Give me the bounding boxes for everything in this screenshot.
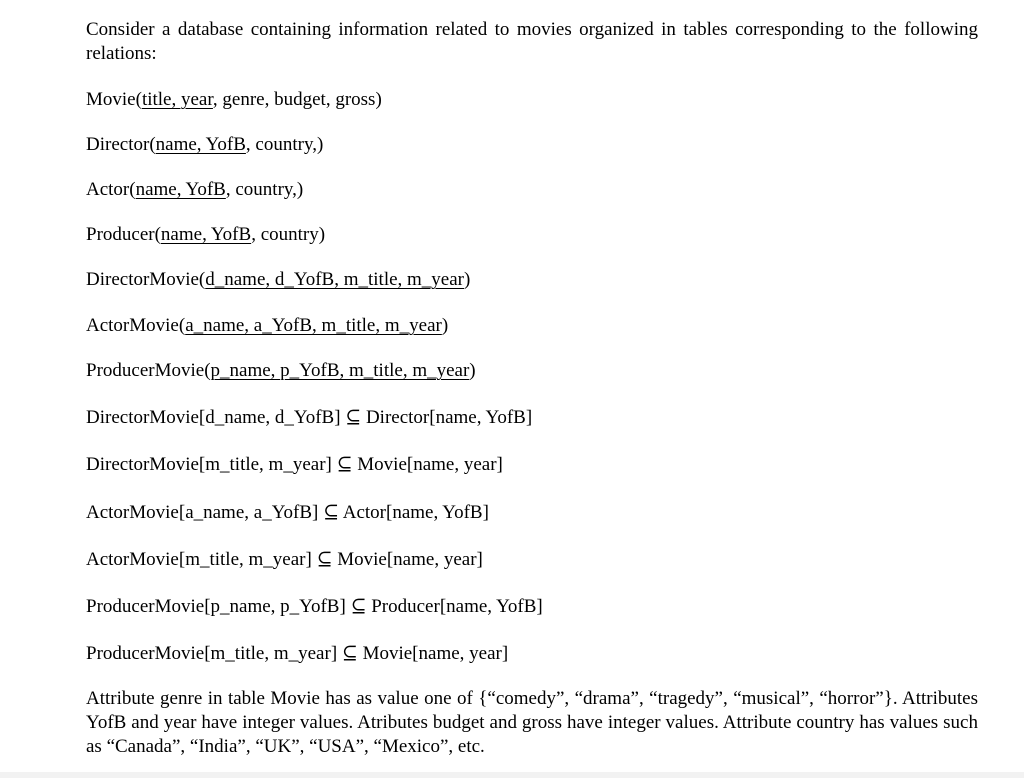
relation-name: ActorMovie [86, 315, 179, 336]
relation-open-paren: ( [129, 179, 136, 200]
relation-name: Movie [86, 89, 136, 110]
relation-keys: a_name, a_YofB, m_title, m_year [185, 315, 442, 336]
constraint-line [86, 595, 543, 619]
relation-close-paren: ) [441, 315, 449, 336]
subset-symbol: ⊆ [341, 643, 358, 664]
subset-symbol: ⊆ [336, 454, 353, 475]
constraint-rhs: Producer[name, YofB] [371, 596, 543, 617]
relation-keys: d_name, d_YofB, m_title, m_year [205, 269, 464, 290]
relation-keys: title, year [141, 89, 213, 110]
constraint-line [86, 642, 508, 666]
closing-paragraph: Attribute genre in table Movie has as value one of {“comedy”, “drama”, “tragedy”, “musical”, “horror”}. Attributes YofB and year have integer values. Atributes budget and gross have integer values. Attribute country has values such as “Canada”, “India”, “UK”, “USA”, “Mexico”, etc. [86, 688, 978, 757]
constraint-rhs: Movie[name, year] [357, 454, 503, 475]
constraint-rhs: Director[name, YofB] [365, 407, 533, 428]
relation-rest: , genre, budget, gross) [212, 89, 382, 110]
subset-symbol: ⊆ [350, 596, 367, 617]
constraint-rhs: Actor[name, YofB] [342, 502, 489, 523]
relation-movie [86, 88, 382, 112]
relation-keys: name, YofB [160, 224, 252, 245]
intro-paragraph: Consider a database containing information related to movies organized in tables corresponding to the following relations: [86, 19, 978, 64]
constraint-rhs: Movie[name, year] [362, 643, 509, 664]
relation-keys: name, YofB [155, 134, 246, 155]
relation-open-paren: ( [135, 89, 142, 110]
relation-name: Director [86, 134, 150, 155]
relation-open-paren: ( [204, 360, 211, 381]
page-bottom-edge [0, 772, 1024, 778]
subset-symbol: ⊆ [323, 502, 340, 523]
relation-producer [86, 223, 325, 247]
subset-symbol: ⊆ [316, 549, 333, 570]
relation-name: DirectorMovie [86, 269, 199, 290]
relation-actor-movie [86, 314, 448, 338]
relation-open-paren: ( [198, 269, 206, 290]
relation-rest: , country,) [225, 179, 304, 200]
relation-keys: p_name, p_YofB, m_title, m_year [210, 360, 470, 381]
relation-rest: , country,) [245, 134, 324, 155]
constraint-line [86, 501, 489, 525]
subset-symbol: ⊆ [345, 407, 362, 428]
constraint-lhs: ActorMovie[m_title, m_year] [86, 549, 312, 570]
relation-director-movie [86, 268, 470, 292]
relation-director [86, 133, 323, 157]
relation-close-paren: ) [469, 360, 476, 381]
relation-open-paren: ( [154, 224, 161, 245]
relation-actor [86, 178, 303, 202]
relation-open-paren: ( [178, 315, 186, 336]
constraint-lhs: ProducerMovie[p_name, p_YofB] [86, 596, 346, 617]
relation-name: ProducerMovie [86, 360, 205, 381]
constraint-rhs: Movie[name, year] [337, 549, 483, 570]
constraint-lhs: DirectorMovie[d_name, d_YofB] [86, 407, 341, 428]
relation-name: Actor [86, 179, 130, 200]
relation-keys: name, YofB [135, 179, 226, 200]
relation-name: Producer [86, 224, 155, 245]
relation-rest: , country) [251, 224, 326, 245]
relation-producer-movie [86, 359, 476, 383]
constraint-line [86, 406, 532, 430]
constraint-lhs: ProducerMovie[m_title, m_year] [86, 643, 338, 664]
constraint-line [86, 548, 483, 572]
constraint-line [86, 453, 503, 477]
relation-close-paren: ) [464, 269, 471, 290]
relation-open-paren: ( [149, 134, 156, 155]
constraint-lhs: DirectorMovie[m_title, m_year] [86, 454, 332, 475]
constraint-lhs: ActorMovie[a_name, a_YofB] [86, 502, 319, 523]
